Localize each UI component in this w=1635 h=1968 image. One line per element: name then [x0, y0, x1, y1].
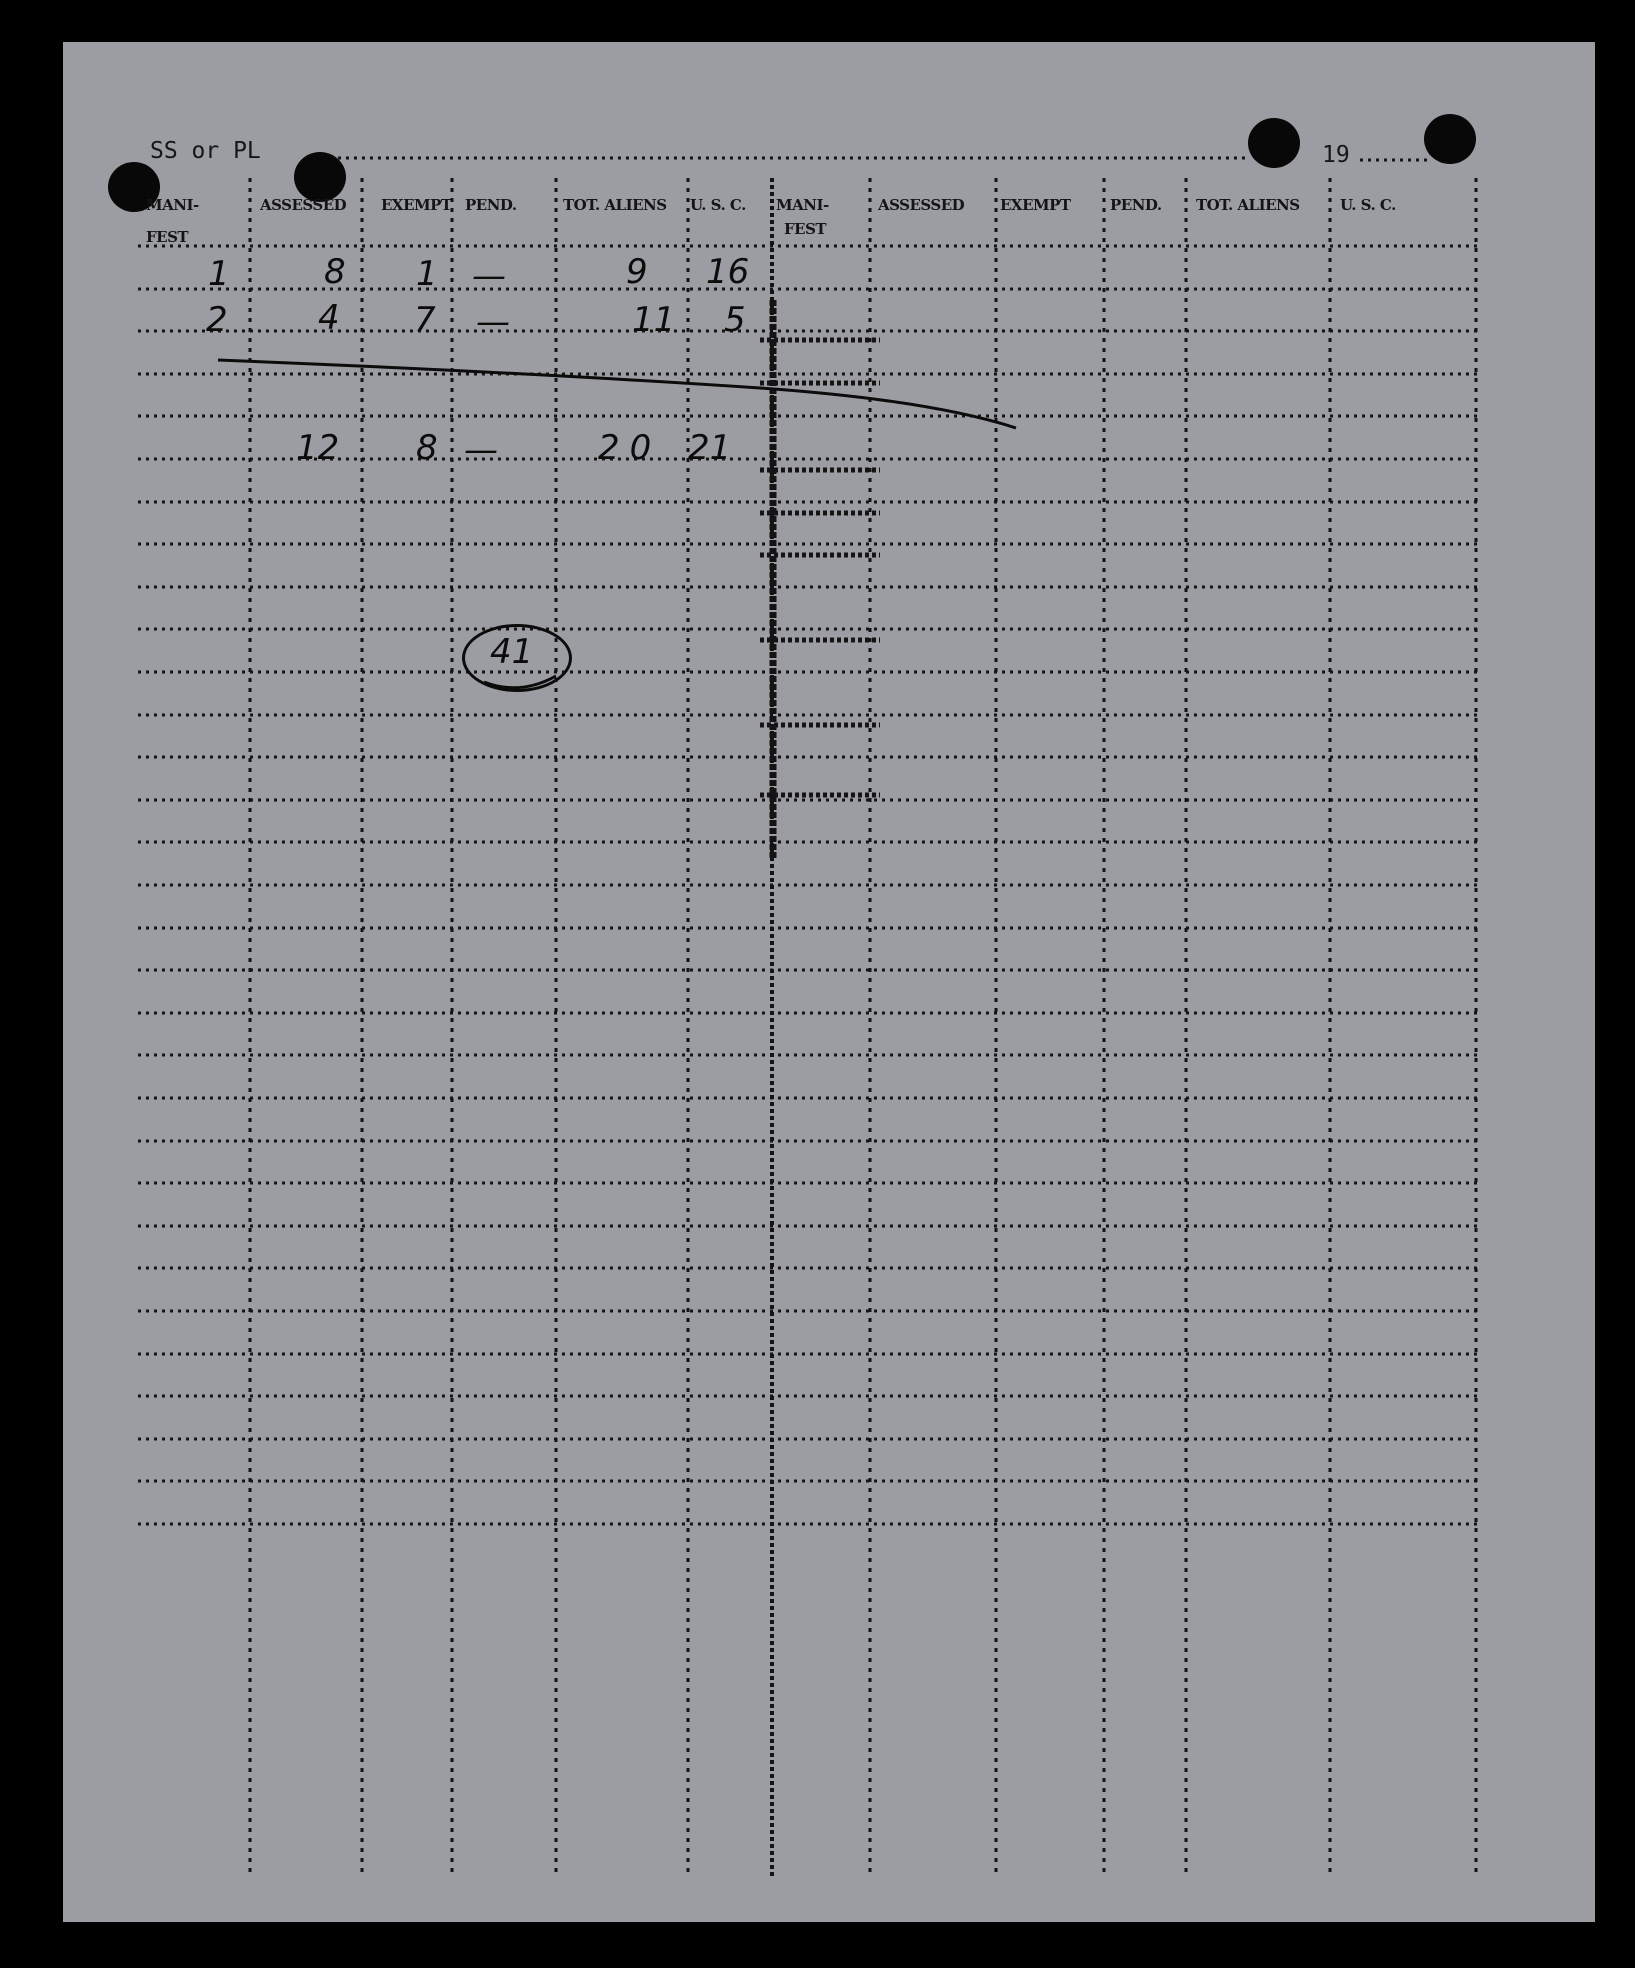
header-tot-aliens2: TOT. ALIENS [1196, 196, 1300, 214]
row1-manifest: 1 [208, 254, 230, 294]
header-assessed2: ASSESSED [878, 196, 965, 214]
row2-manifest: 2 [206, 300, 228, 340]
row1-assessed: 8 [324, 252, 346, 292]
row2-exempt: 7 [414, 300, 436, 340]
header-pend: PEND. [465, 196, 517, 214]
header-assessed: ASSESSED [260, 196, 347, 214]
row1-pend: — [472, 256, 506, 296]
row2-tot-aliens: 11 [632, 300, 676, 340]
punch-hole-left-top [294, 152, 346, 202]
row1-usc: 16 [706, 252, 750, 292]
total-usc: 21 [688, 428, 732, 468]
row1-exempt: 1 [416, 254, 438, 294]
ss-or-pl-label: SS or PL [150, 138, 261, 164]
row2-assessed: 4 [318, 298, 340, 338]
circled-note-text: 41 [490, 632, 534, 672]
sum-rule-line [218, 360, 1016, 428]
row2-usc: 5 [724, 300, 746, 340]
header-exempt2: EXEMPT [1000, 196, 1071, 214]
header-manifest-line2: FEST [146, 228, 189, 246]
header-pend2: PEND. [1110, 196, 1162, 214]
punch-hole-right-1 [1248, 118, 1300, 168]
total-tot-aliens: 20 [598, 428, 662, 468]
punch-hole-right-2 [1424, 114, 1476, 164]
total-pend: — [464, 430, 498, 470]
total-assessed: 12 [296, 428, 340, 468]
header-manifest2-line1: MANI- [776, 196, 829, 214]
row1-tot-aliens: 9 [626, 252, 648, 292]
header-usc2: U. S. C. [1340, 196, 1396, 214]
header-exempt: EXEMPT [381, 196, 452, 214]
year-label: 19 [1322, 142, 1350, 168]
row2-pend: — [476, 302, 510, 342]
total-exempt: 8 [416, 428, 438, 468]
header-tot-aliens: TOT. ALIENS [563, 196, 667, 214]
header-usc: U. S. C. [690, 196, 746, 214]
header-manifest2-line2: FEST [784, 220, 827, 238]
header-manifest-line1: MANI- [146, 196, 199, 214]
